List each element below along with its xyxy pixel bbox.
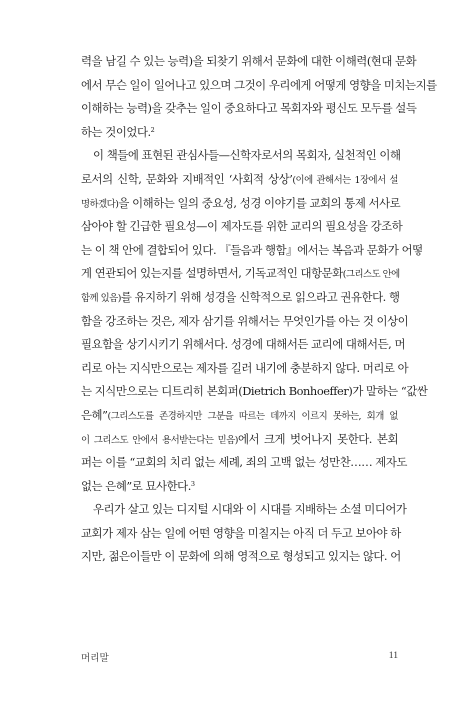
text-line: 리로 아는 지식만으로는 제자를 길러 내기에 충분하지 않다. 머리로 아 [81, 360, 409, 375]
page-footer [81, 650, 398, 664]
text-line: 에서 무슨 일이 일어나고 있으며 그것이 우리에게 어떻게 영향을 미치는지를 [81, 77, 437, 92]
text-line: 는 이 책 안에 결합되어 있다. 『들음과 행함』에서는 복음과 문화가 어떻 [81, 242, 423, 257]
parenthetical-note: 명하겠다) [81, 198, 119, 210]
line-text: 게 연관되어 있는지를 설명하면서, 기독교적인 대항문화 [81, 266, 343, 281]
text-line [81, 404, 398, 428]
body-text [81, 50, 437, 569]
text-line [81, 262, 398, 286]
line-text: 하는 것이었다. [81, 124, 151, 139]
line-text: 를 유지하기 위해 성경을 신학적으로 읽으라고 권유한다. 행 [120, 289, 400, 304]
parenthetical-note: (그리스도를 존경하지만 그분을 따르는 데까지 이르지 못하는, 회개 없 [107, 410, 398, 422]
text-line [81, 286, 398, 310]
text-line: 퍼는 이를 “교회의 치리 없는 세례, 죄의 고백 없는 성만찬…… 제자도 [81, 455, 407, 470]
line-text: 을 이해하는 일의 중요성, 성경 이야기를 교회의 통제 서사로 [118, 195, 401, 210]
text-line: 이 책들에 표현된 관심사들—신학자로서의 목회자, 실천적인 이해 [93, 148, 401, 163]
parenthetical-note: 함께 있음) [81, 292, 121, 304]
text-line: 이해하는 능력)을 갖추는 일이 중요하다고 목회자와 평신도 모두를 설득 [81, 101, 417, 116]
page-number: 11 [388, 650, 398, 661]
line-text: 은혜” [81, 407, 108, 422]
text-line: 필요함을 상기시키기 위해서다. 성경에 대해서든 교리에 대해서든, 머 [81, 337, 406, 352]
parenthetical-note: (이에 관해서는 1장에서 설 [292, 174, 398, 186]
text-line [81, 428, 398, 452]
text-line: 력을 남길 수 있는 능력)을 되찾기 위해서 문화에 대한 이해력(현대 문화 [81, 54, 417, 68]
text-line: 는 지식만으로는 디트리히 본회퍼(Dietrich Bonhoeffer)가 말하는 “값싼 [81, 384, 428, 399]
text-line: 교회가 제자 삼는 일에 어떤 영향을 미칠지는 아직 더 두고 보아야 하 [81, 525, 401, 540]
parenthetical-note: (그리스도 안에 [342, 269, 400, 281]
footnote-marker: 3 [190, 479, 195, 488]
line-text: 없는 은혜”로 묘사한다. [81, 478, 191, 493]
text-line [81, 192, 401, 216]
parenthetical-note: 이 그리스도 안에서 용서받는다는 믿음) [81, 434, 238, 446]
running-footer-section: 머리말 [81, 653, 109, 664]
footnote-marker: 2 [150, 125, 155, 134]
line-text: 에서 크게 벗어나지 못한다. 본회 [237, 431, 398, 446]
text-line: 함을 강조하는 것은, 제자 삼기를 위해서는 무엇인가를 아는 것 이상이 [81, 313, 409, 328]
text-line: 지만, 젊은이들만 이 문화에 의해 영적으로 형성되고 있지는 않다. 어 [81, 549, 401, 564]
text-line [81, 168, 398, 192]
text-line: 삼아야 할 긴급한 필요성—이 제자도를 위한 교리의 필요성을 강조하 [81, 219, 403, 234]
line-text: 로서의 신학, 문화와 지배적인 ‘사회적 상상’ [81, 171, 293, 186]
text-line: 우리가 살고 있는 디지털 시대와 이 시대를 지배하는 소셜 미디어가 [93, 502, 407, 517]
text-line [81, 121, 398, 145]
text-line [81, 475, 398, 499]
